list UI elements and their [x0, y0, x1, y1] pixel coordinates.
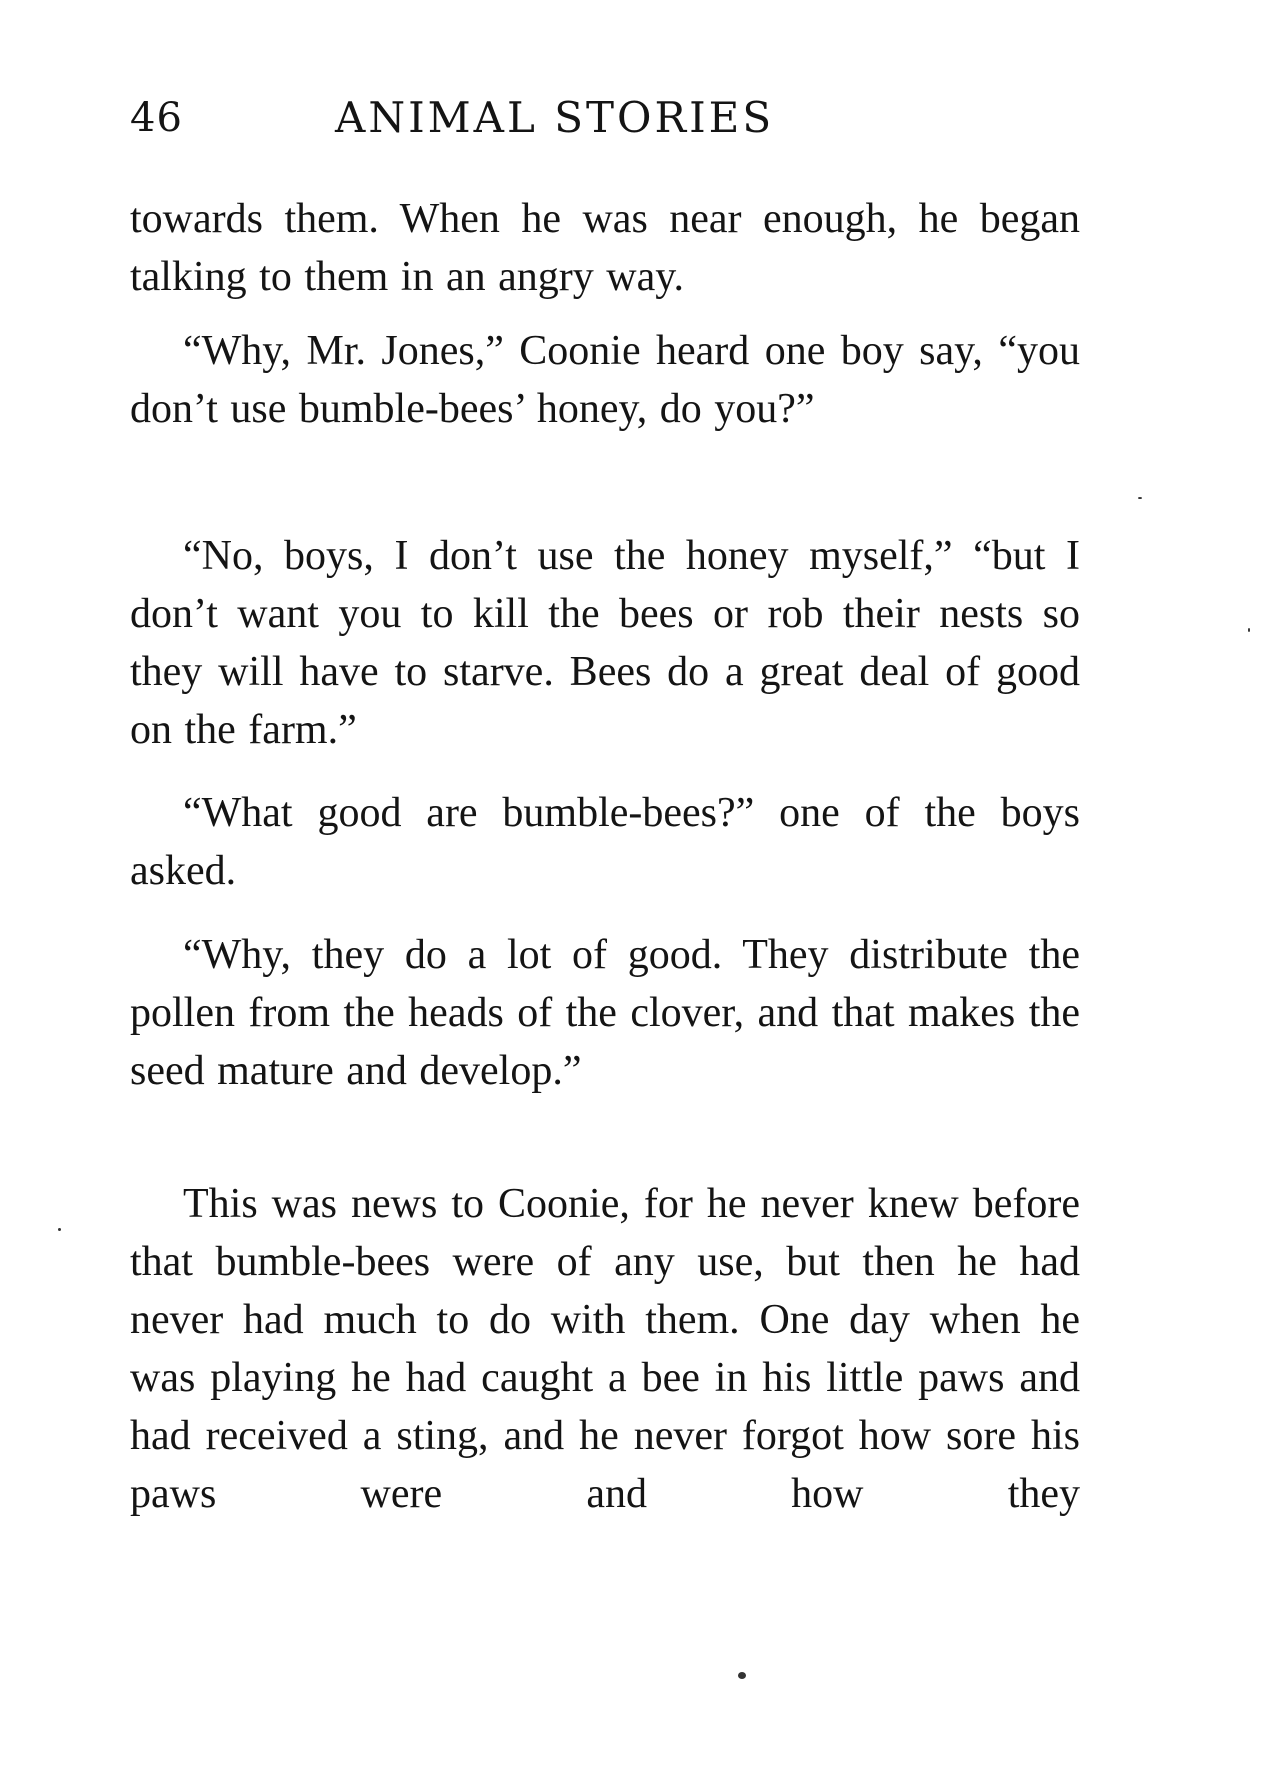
paragraph-4: “What good are bumble-bees?” one of the boys asked. [130, 790, 1080, 894]
running-title: ANIMAL STORIES [335, 93, 775, 142]
ink-speck [58, 1228, 61, 1231]
paragraph-1: towards them. When he was near enough, he began talking to them in an angry way. [130, 196, 1080, 300]
paragraph-6: This was news to Coonie, for he never knew before that bumble-bees were of any use, but then he had never had much to do with them. One day when he was playing he had caught a bee in his little paws and had received a sting, and he never forgot how sore his paws were and how they [130, 1181, 1080, 1517]
paragraph-3: “No, boys, I don’t use the honey myself,” “but I don’t want you to kill the bees or rob their nests so they will have to starve. Bees do a great deal of good on the farm.” [130, 533, 1080, 753]
paragraph-5: “Why, they do a lot of good. They distribute the pollen from the heads of the clover, and that makes the seed mature and develop.” [130, 932, 1080, 1094]
page-number: 46 [130, 95, 183, 141]
ink-speck [1248, 628, 1250, 632]
paragraph-2: “Why, Mr. Jones,” Coonie heard one boy say, “you don’t use bumble-bees’ honey, do you?” [130, 328, 1080, 432]
page-header [130, 78, 1080, 148]
ink-speck [738, 1672, 746, 1679]
ink-speck [1138, 497, 1142, 499]
